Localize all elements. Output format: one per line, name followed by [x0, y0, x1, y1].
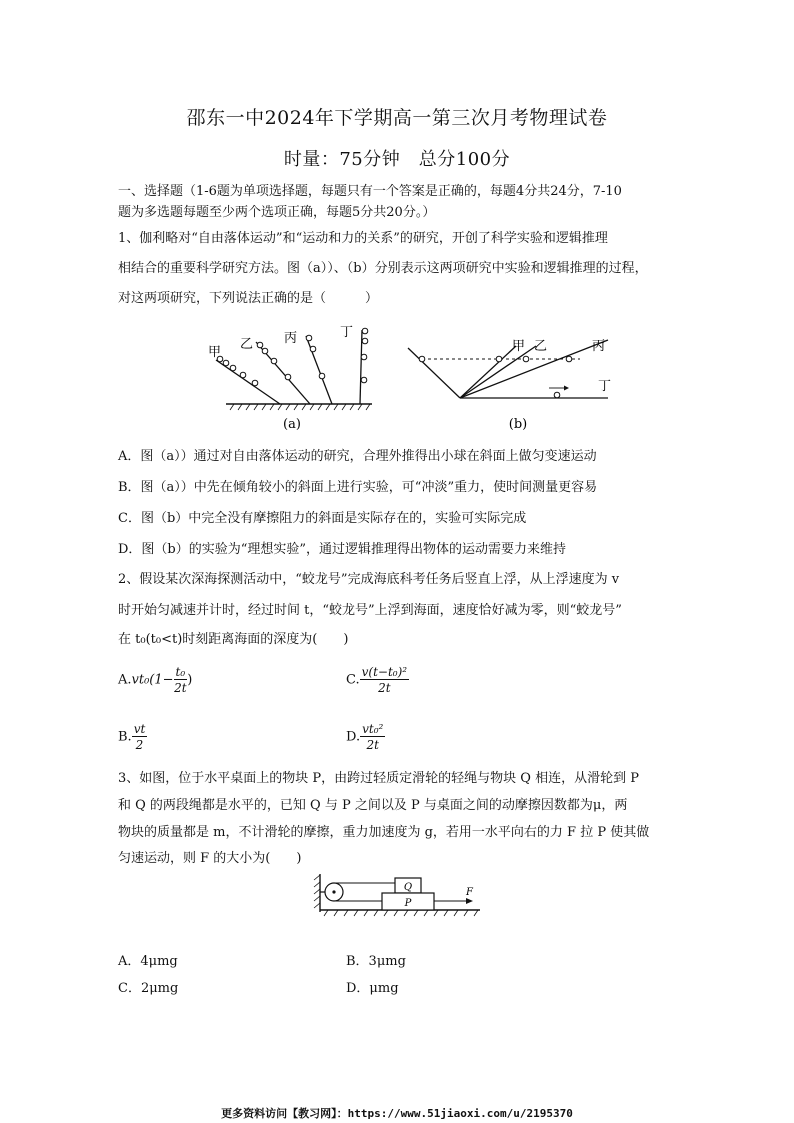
q2-stem-line2: 时开始匀减速并计时，经过时间 t，“蛟龙号”上浮到海面，速度恰好减为零，则“蛟龙号” — [118, 603, 622, 618]
exam-subtitle: 时量：75分钟 总分100分 — [283, 149, 511, 170]
q1-option-a: A．图（a））通过对自由落体运动的研究，合理外推得出小球在斜面上做匀变速运动 — [118, 449, 597, 464]
q1-option-c: C．图（b）中完全没有摩擦阻力的斜面是实际存在的，实验可实际完成 — [118, 511, 527, 526]
q1-figure-a — [208, 325, 372, 432]
q2-option-a-fraction — [174, 665, 188, 695]
fig-a-label-ding: 丁 — [340, 325, 354, 340]
q2-option-a — [118, 665, 192, 695]
q1-stem-line3: 对这两项研究，下列说法正确的是（ ） — [118, 291, 379, 306]
q2-option-b-prefix: B. — [118, 729, 132, 745]
fig-a-label-yi: 乙 — [240, 337, 254, 352]
fig-a-caption: (a) — [283, 417, 301, 432]
q3-pulley-figure — [310, 870, 485, 918]
q2-option-b-denominator: 2 — [135, 738, 144, 752]
q3-option-b: B．3μmg — [346, 954, 406, 969]
q2-option-a-prefix: A. — [118, 672, 132, 688]
fig-label-p: P — [404, 898, 412, 909]
q1-stem-line2: 相结合的重要科学研究方法。图（a））、（b）分别表示这两项研究中实验和逻辑推理的过程， — [118, 261, 648, 276]
q2-option-a-denominator: 2t — [174, 681, 187, 695]
q2-option-d-fraction — [360, 722, 385, 752]
q2-option-b — [118, 722, 147, 752]
exam-title: 邵东一中2024年下学期高一第三次月考物理试卷 — [186, 107, 608, 129]
q1-stem-line1: 1、伽利略对“自由落体运动”和“运动和力的关系”的研究，开创了科学实验和逻辑推理 — [118, 231, 608, 246]
q2-option-c-numerator: v(t−t₀)² — [361, 665, 408, 679]
fig-b-label-jia: 甲 — [512, 339, 526, 354]
q2-option-d-denominator: 2t — [366, 738, 379, 752]
section-heading-line1: 一、选择题（1-6题为单项选择题，每题只有一个答案是正确的，每题4分共24分，7-10 — [118, 184, 622, 199]
fig-b-label-bing: 丙 — [592, 339, 606, 354]
q3-option-a: A．4μmg — [118, 954, 178, 969]
fig-b-label-yi: 乙 — [534, 339, 548, 354]
q3-stem-line2: 和 Q 的两段绳都是水平的，已知 Q 与 P 之间以及 P 与桌面之间的动摩擦因数都为μ，两 — [118, 798, 628, 813]
q3-stem-line3: 物块的质量都是 m，不计滑轮的摩擦，重力加速度为 g，若用一水平向右的力 F 拉 P 使其做 — [118, 825, 650, 840]
q2-option-a-pre: vt₀(1− — [131, 672, 174, 688]
fig-b-caption: (b) — [508, 417, 528, 432]
q2-stem-line3: 在 t₀(t₀<t)时刻距离海面的深度为( ) — [118, 632, 349, 647]
q2-option-a-numerator: t₀ — [175, 665, 186, 679]
q3-stem-line4: 匀速运动，则 F 的大小为( ) — [118, 851, 302, 866]
q1-option-b: B．图（a））中先在倾角较小的斜面上进行实验，可“冲淡”重力，使时间测量更容易 — [118, 480, 598, 495]
q2-option-b-numerator: vt — [133, 722, 146, 736]
q1-figure-b — [408, 339, 611, 432]
q3-stem-line1: 3、如图，位于水平桌面上的物块 P，由跨过轻质定滑轮的轻绳与物块 Q 相连，从滑轮到 P — [118, 771, 639, 786]
q2-option-c-denominator: 2t — [378, 681, 391, 695]
fig-a-label-jia: 甲 — [208, 345, 222, 360]
q2-option-c — [346, 665, 409, 695]
fig-a-label-bing: 丙 — [284, 331, 298, 346]
q2-option-d-numerator: vt₀² — [362, 722, 384, 736]
q3-option-c: C．2μmg — [118, 981, 179, 996]
footer-resource-link[interactable]: 更多资料访问【教习网】：https://www.51jiaoxi.com/u/2195370 — [221, 1107, 573, 1120]
q2-option-a-post: ) — [187, 672, 193, 688]
q2-option-c-prefix: C. — [346, 672, 360, 688]
fig-label-f: F — [466, 887, 473, 898]
q1-option-d: D．图（b）的实验为“理想实验”，通过逻辑推理得出物体的运动需要力来维持 — [118, 542, 567, 557]
fig-label-q: Q — [403, 882, 413, 893]
q3-option-d: D．μmg — [346, 981, 399, 996]
q2-option-d — [346, 722, 385, 752]
q2-option-c-fraction — [360, 665, 409, 695]
section-heading-line2: 题为多选题每题至少两个选项正确，每题5分共20分。） — [118, 205, 436, 220]
q2-option-b-fraction — [132, 722, 148, 752]
q2-stem-line1: 2、假设某次深海探测活动中，“蛟龙号”完成海底科考任务后竖直上浮，从上浮速度为 v — [118, 572, 620, 587]
q1-figure — [200, 322, 620, 434]
q2-option-d-prefix: D. — [346, 729, 361, 745]
fig-b-label-ding: 丁 — [598, 379, 612, 394]
